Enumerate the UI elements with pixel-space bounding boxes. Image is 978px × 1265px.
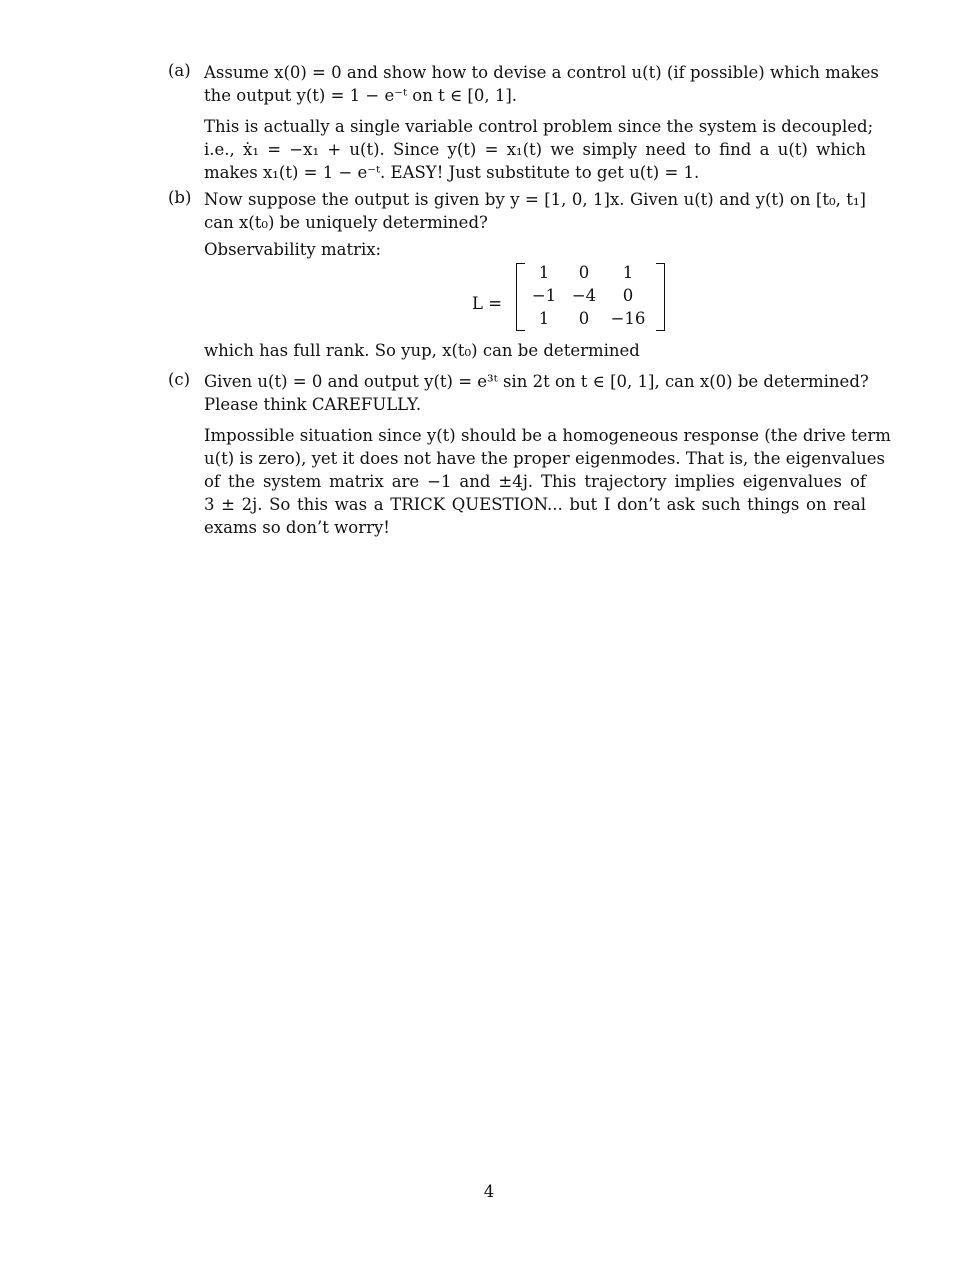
text-line: Now suppose the output is given by y = [1, 0, 1]x. Given u(t) and y(t) on [t₀, t₁] bbox=[204, 190, 866, 209]
item-c-question bbox=[204, 370, 869, 416]
text-line: i.e., ẋ₁ = −x₁ + u(t). Since y(t) = x₁(t) we simply need to find a u(t) which bbox=[204, 140, 866, 159]
text-line: the output y(t) = 1 − e⁻ᵗ on t ∈ [0, 1]. bbox=[204, 86, 518, 105]
text-line: Assume x(0) = 0 and show how to devise a control u(t) (if possible) which makes bbox=[204, 63, 879, 82]
text-line: u(t) is zero), yet it does not have the proper eigenmodes. That is, the eigenvalues bbox=[204, 449, 885, 468]
text-line: of the system matrix are −1 and ±4j. This trajectory implies eigenvalues of bbox=[204, 472, 866, 491]
item-b-answer: which has full rank. So yup, x(t₀) can be determined bbox=[204, 341, 640, 360]
text-line: Impossible situation since y(t) should be a homogeneous response (the drive term bbox=[204, 426, 891, 445]
page-number: 4 bbox=[483, 1182, 495, 1201]
observability-matrix bbox=[204, 261, 866, 339]
text-line: Given u(t) = 0 and output y(t) = e³ᵗ sin 2t on t ∈ [0, 1], can x(0) be determined? bbox=[204, 372, 869, 391]
matrix-cell: 0 bbox=[578, 309, 590, 328]
item-c-answer bbox=[204, 424, 891, 539]
matrix-cell: −1 bbox=[531, 286, 557, 305]
matrix-cell: 1 bbox=[538, 263, 550, 282]
item-a-question bbox=[204, 61, 879, 107]
item-c-body bbox=[204, 370, 891, 539]
matrix-cell: 1 bbox=[622, 263, 634, 282]
item-b-body bbox=[204, 188, 866, 362]
matrix-cell: 1 bbox=[538, 309, 550, 328]
matrix-cell: −16 bbox=[610, 309, 646, 328]
text-line: 3 ± 2j. So this was a TRICK QUESTION... but I don’t ask such things on real bbox=[204, 495, 866, 514]
text-line: This is actually a single variable control problem since the system is decoupled; bbox=[204, 117, 874, 136]
item-a-body bbox=[204, 61, 879, 184]
text-line: exams so don’t worry! bbox=[204, 518, 390, 537]
item-b-label: (b) bbox=[168, 188, 192, 207]
right-bracket bbox=[656, 263, 665, 331]
matrix-cell: 0 bbox=[622, 286, 634, 305]
text-line: can x(t₀) be uniquely determined? bbox=[204, 213, 488, 232]
item-b-question bbox=[204, 188, 866, 234]
text-line: makes x₁(t) = 1 − e⁻ᵗ. EASY! Just substitute to get u(t) = 1. bbox=[204, 163, 700, 182]
matrix-cell: 0 bbox=[578, 263, 590, 282]
item-a-label: (a) bbox=[168, 61, 191, 80]
matrix-intro: Observability matrix: bbox=[204, 240, 382, 259]
item-c-label: (c) bbox=[168, 370, 191, 389]
text-line: Please think CAREFULLY. bbox=[204, 395, 422, 414]
matrix-cell: −4 bbox=[571, 286, 597, 305]
item-a-answer bbox=[204, 115, 874, 184]
matrix-label: L = bbox=[472, 294, 503, 313]
